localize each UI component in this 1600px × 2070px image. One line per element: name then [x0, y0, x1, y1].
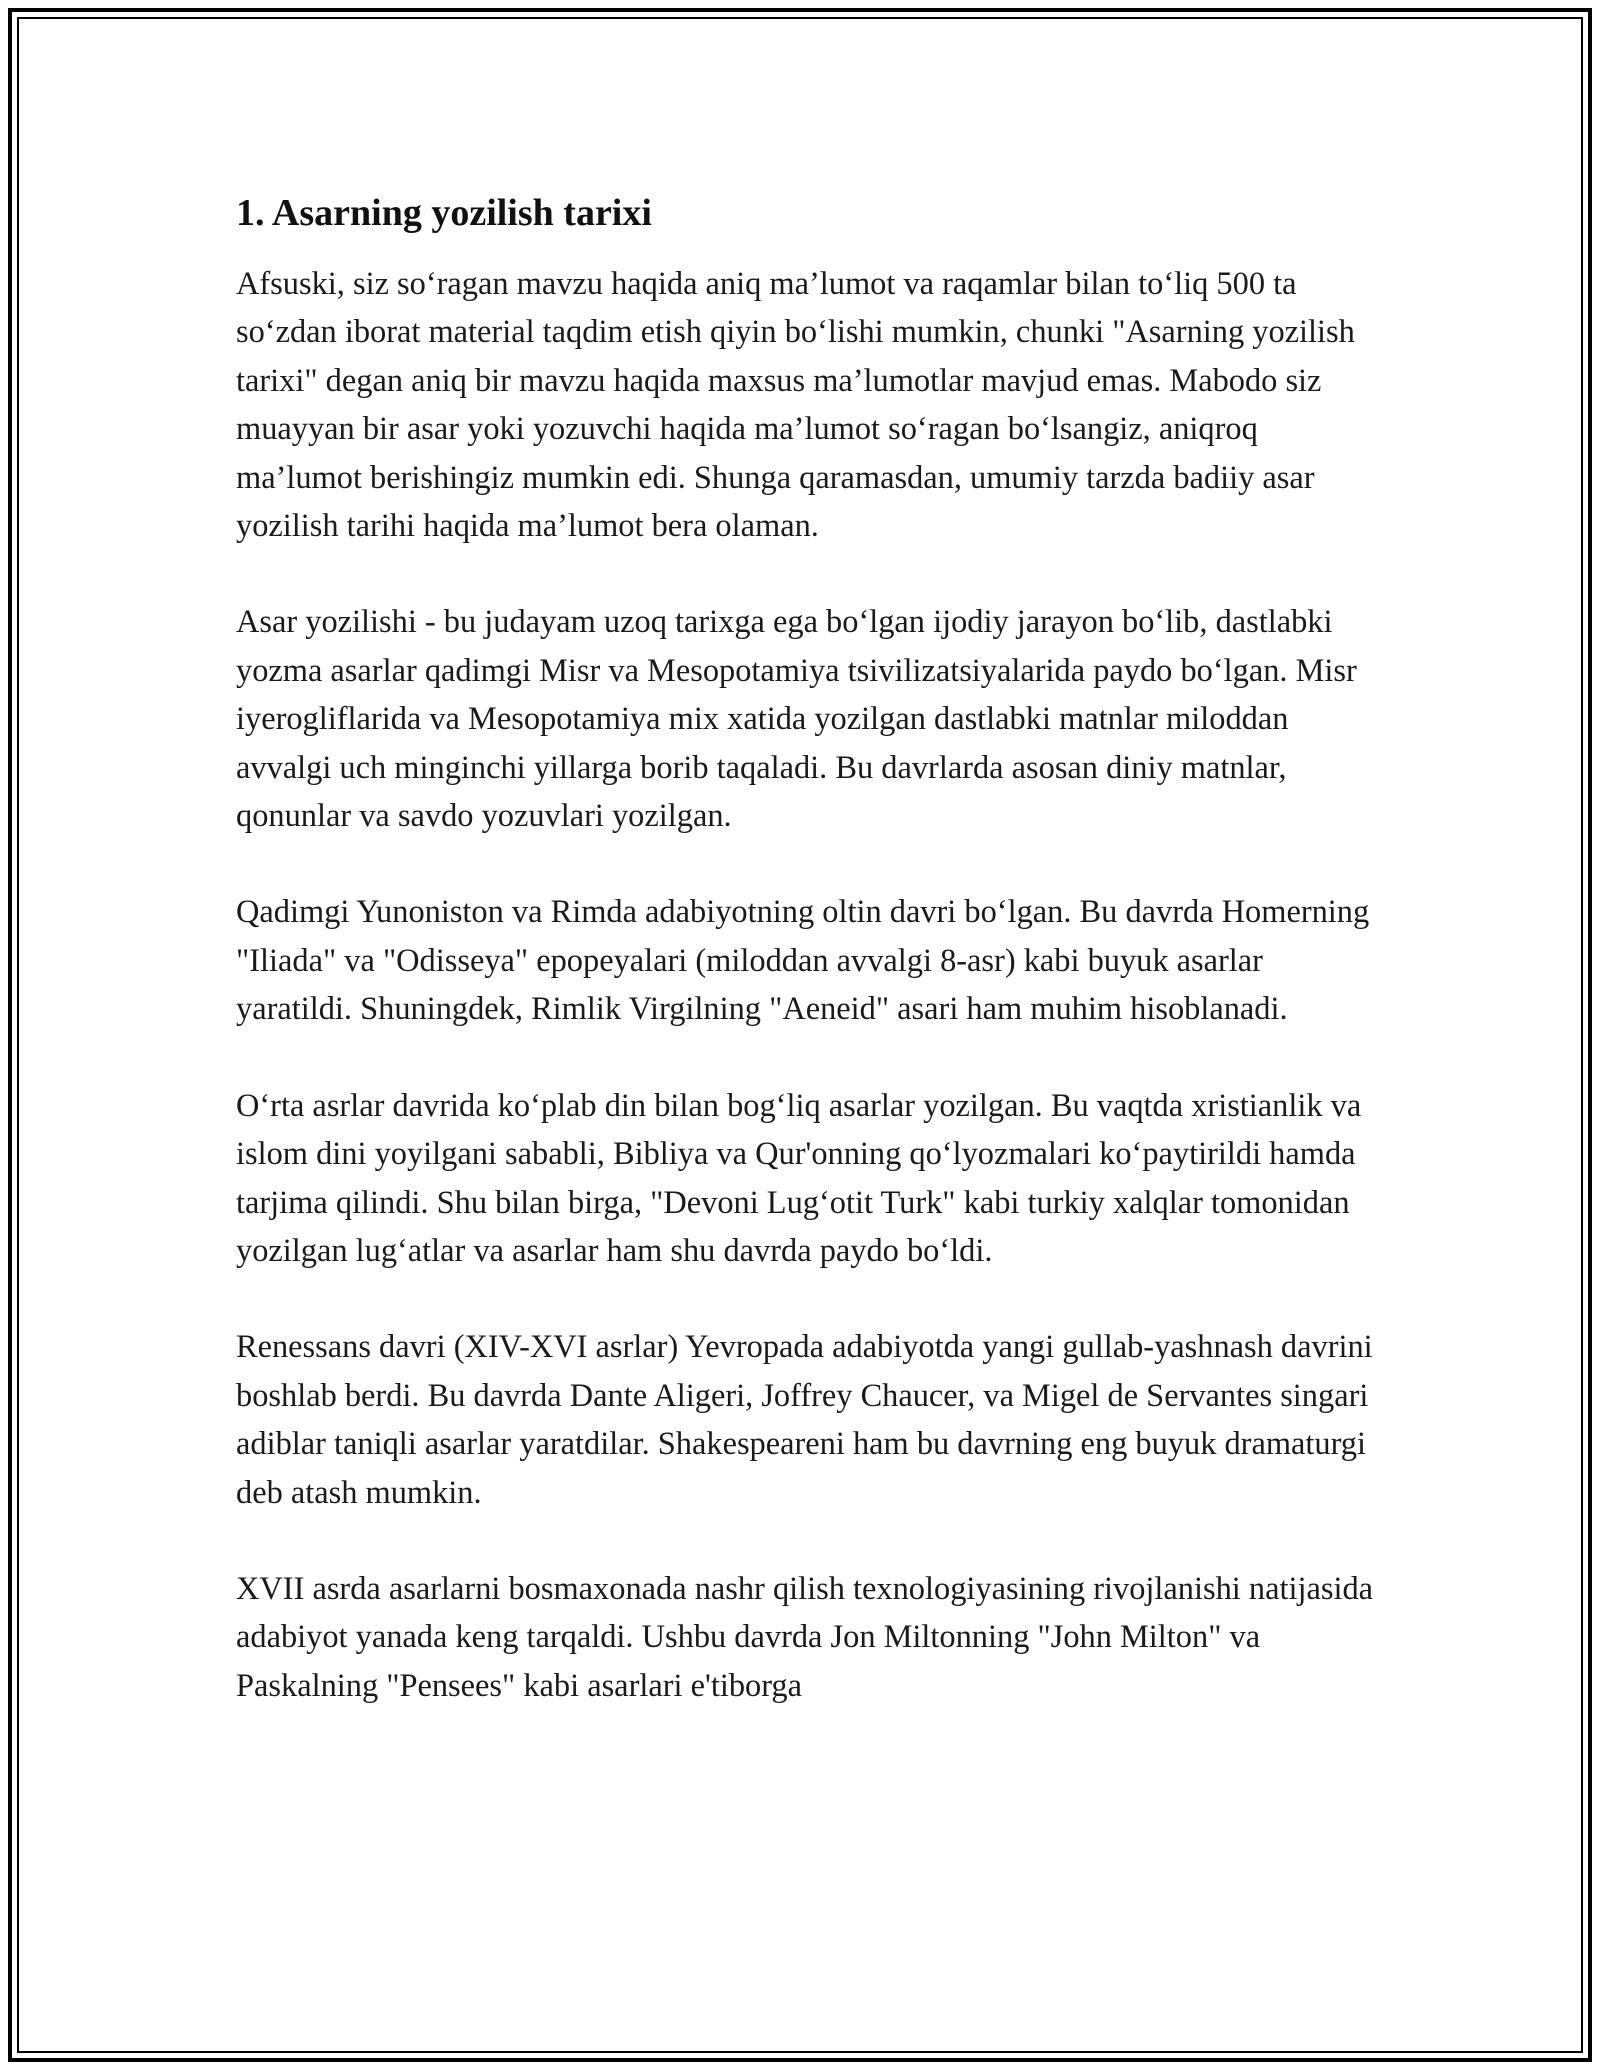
- paragraph-greece-rome: Qadimgi Yunoniston va Rimda adabiyotning oltin davri bo‘lgan. Bu davrda Homerning "Iliada" va "Odisseya" epopeyalari (miloddan avvalgi 8-asr) kabi buyuk asarlar yaratildi. Shuningdek, Rimlik Virgilning "Aeneid" asari ham muhim hisoblanadi.: [236, 894, 1370, 1028]
- paragraph-middle-ages: O‘rta asrlar davrida ko‘plab din bilan bog‘liq asarlar yozilgan. Bu vaqtda xristianlik va islom dini yoyilgani sababli, Bibliya va Qur'onning qo‘lyozmalari ko‘paytirildi hamda tarjima qilindi. Shu bilan birga, "Devoni Lug‘otit Turk" kabi turkiy xalqlar tomonidan yozilgan lug‘atlar va asarlar ham shu davrda paydo bo‘ldi.: [236, 1087, 1362, 1269]
- paragraph-intro: Afsuski, siz so‘ragan mavzu haqida aniq ma’lumot va raqamlar bilan to‘liq 500 ta so‘zdan iborat material taqdim etish qiyin bo‘lishi mumkin, chunki "Asarning yozilish tarixi" degan aniq bir mavzu haqida maxsus ma’lumotlar mavjud emas. Mabodo siz muayyan bir asar yoki yozuvchi haqida ma’lumot so‘ragan bo‘lsangiz, aniqroq ma’lumot berishingiz mumkin edi. Shunga qaramasdan, umumiy tarzda badiiy asar yozilish tarihi haqida ma’lumot bera olaman.: [236, 266, 1355, 545]
- section-heading: 1. Asarning yozilish tarixi: [236, 192, 652, 234]
- paragraph-renaissance: Renessans davri (XIV-XVI asrlar) Yevropada adabiyotda yangi gullab-yashnash davrini boshlab berdi. Bu davrda Dante Aligeri, Joffrey Chaucer, va Migel de Servantes singari adiblar taniqli asarlar yaratdilar. Shakespeareni ham bu davrning eng buyuk dramaturgi deb atash mumkin.: [236, 1329, 1373, 1511]
- paragraph-ancient-writing: Asar yozilishi - bu judayam uzoq tarixga ega bo‘lgan ijodiy jarayon bo‘lib, dastlabki yozma asarlar qadimgi Misr va Mesopotamiya tsivilizatsiyalarida paydo bo‘lgan. Misr iyerogliflarida va Mesopotamiya mix xatida yozilgan dastlabki matnlar miloddan avvalgi uch minginchi yillarga borib taqaladi. Bu davrlarda asosan diniy matnlar, qonunlar va savdo yozuvlari yozilgan.: [236, 604, 1357, 835]
- document-body: [236, 186, 1386, 1710]
- paragraph-17th-century: XVII asrda asarlarni bosmaxonada nashr qilish texnologiyasining rivojlanishi natijasida adabiyot yanada keng tarqaldi. Ushbu davrda Jon Miltonning "John Milton" va Paskalning "Pensees" kabi asarlari e'tiborga: [236, 1570, 1374, 1704]
